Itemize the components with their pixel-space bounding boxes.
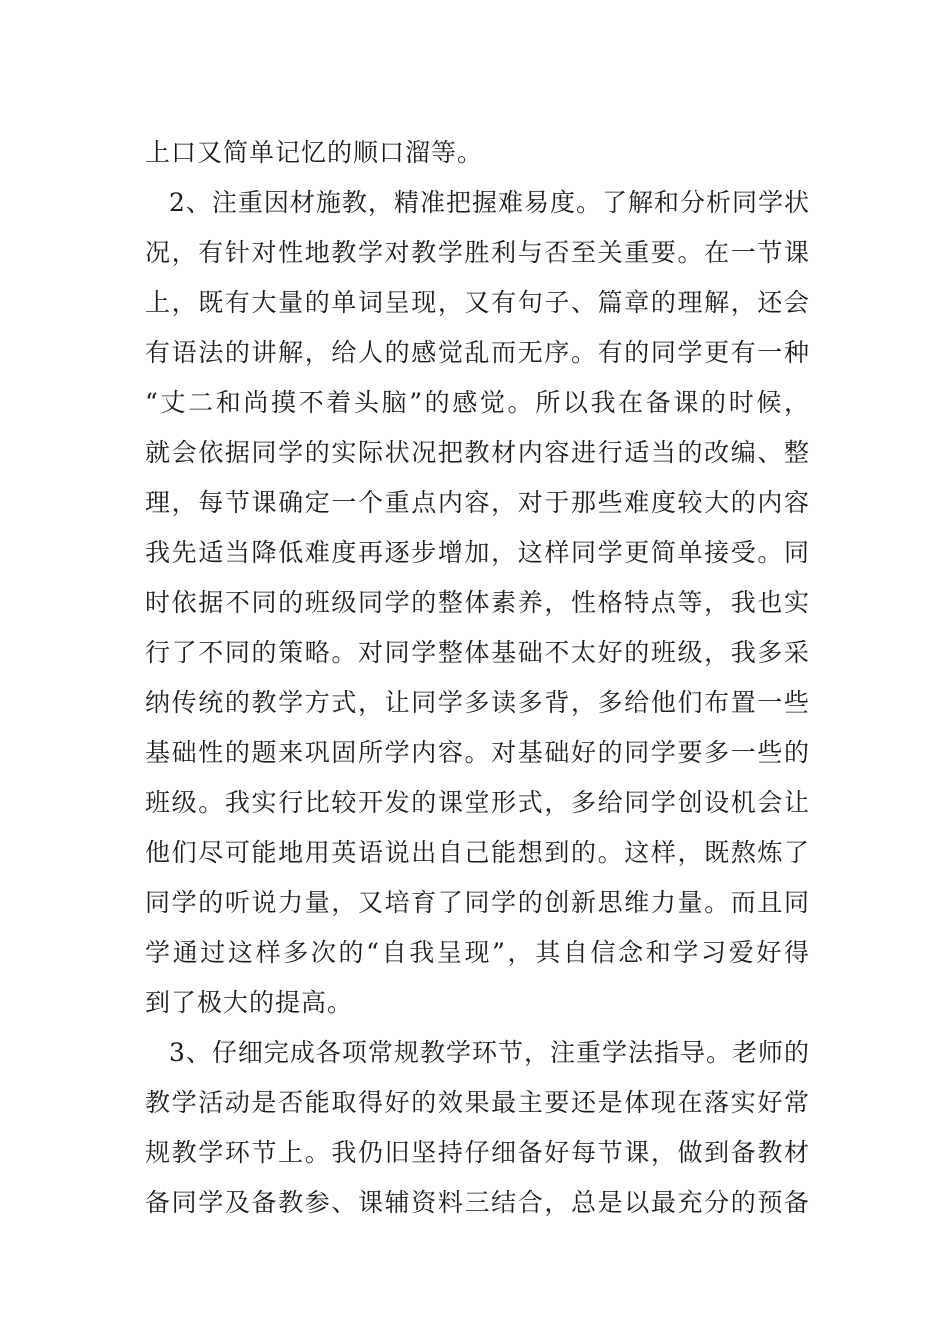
paragraph-1 — [145, 128, 810, 178]
text-line: 纳传统的教学方式，让同学多读多背，多给他们布置一些 — [145, 688, 810, 717]
text-line: 同学的听说力量，又培育了同学的创新思维力量。而且同 — [145, 888, 810, 917]
paragraph-3 — [145, 1028, 810, 1228]
text-line: 行了不同的策略。对同学整体基础不太好的班级，我多采 — [145, 638, 810, 667]
text-line: 到了极大的提高。 — [145, 988, 354, 1017]
text-line: 时依据不同的班级同学的整体素养，性格特点等，我也实 — [145, 588, 810, 617]
text-line: 规教学环节上。我仍旧坚持仔细备好每节课，做到备教材 — [145, 1138, 810, 1167]
body-text — [145, 128, 810, 1228]
text-line: 备同学及备教参、课辅资料三结合，总是以最充分的预备 — [145, 1188, 810, 1217]
text-line: 就会依据同学的实际状况把教材内容进行适当的改编、整 — [145, 438, 810, 467]
text-line: 我先适当降低难度再逐步增加，这样同学更简单接受。同 — [145, 538, 810, 567]
text-line: “丈二和尚摸不着头脑”的感觉。所以我在备课的时候， — [145, 388, 810, 417]
text-line: 理，每节课确定一个重点内容，对于那些难度较大的内容 — [145, 488, 810, 517]
text-line: 班级。我实行比较开发的课堂形式，多给同学创设机会让 — [145, 788, 810, 817]
text-line: 2、注重因材施教，精准把握难易度。了解和分析同学状 — [169, 188, 810, 217]
text-line: 上口又简单记忆的顺口溜等。 — [145, 138, 484, 167]
text-line: 况，有针对性地教学对教学胜利与否至关重要。在一节课 — [145, 238, 810, 267]
text-line: 基础性的题来巩固所学内容。对基础好的同学要多一些的 — [145, 738, 810, 767]
text-line: 学通过这样多次的“自我呈现”，其自信念和学习爱好得 — [145, 938, 810, 967]
text-line: 他们尽可能地用英语说出自己能想到的。这样，既熬炼了 — [145, 838, 810, 867]
text-line: 上，既有大量的单词呈现，又有句子、篇章的理解，还会 — [145, 288, 810, 317]
text-line: 有语法的讲解，给人的感觉乱而无序。有的同学更有一种 — [145, 338, 810, 367]
text-line: 教学活动是否能取得好的效果最主要还是体现在落实好常 — [145, 1088, 810, 1117]
text-line: 3、仔细完成各项常规教学环节，注重学法指导。老师的 — [169, 1038, 810, 1067]
paragraph-2 — [145, 178, 810, 1028]
